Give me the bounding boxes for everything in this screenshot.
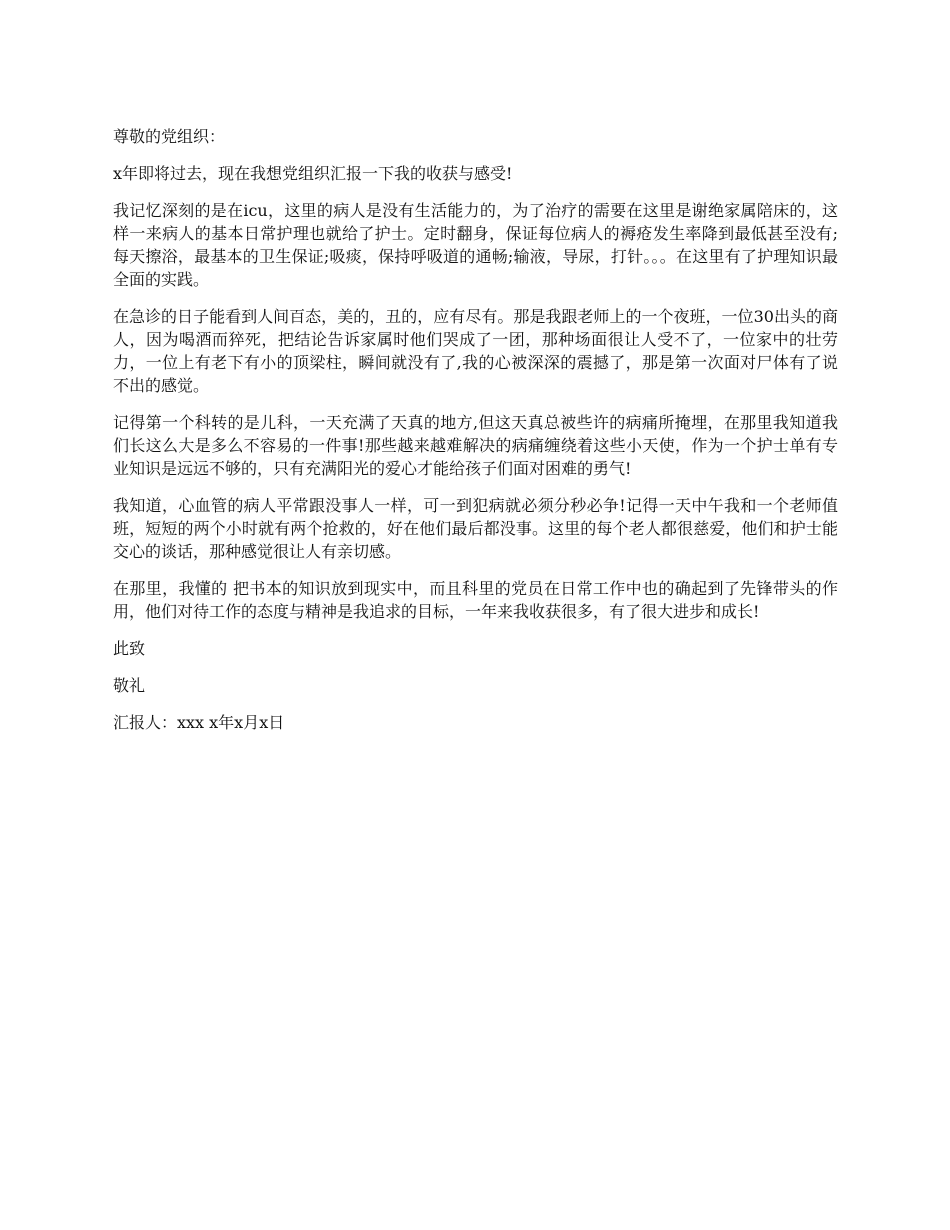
closing-line-1: 此致 bbox=[113, 639, 146, 658]
closing-line-2: 敬礼 bbox=[113, 676, 146, 695]
body-paragraph-6: 在那里，我懂的 把书本的知识放到现实中，而且科里的党员在日常工作中也的确起到了先锋带头的作用，他们对待工作的态度与精神是我追求的目标，一年来我收获很多，有了很大进步和成长! bbox=[113, 579, 838, 621]
body-paragraph-1: x年即将过去，现在我想党组织汇报一下我的收获与感受! bbox=[113, 164, 513, 183]
signature-line: 汇报人：xxx x年x月x日 bbox=[113, 713, 285, 732]
body-paragraph-4: 记得第一个科转的是儿科，一天充满了天真的地方,但这天真总被些许的病痛所掩埋，在那里我知道我们长这么大是多么不容易的一件事!那些越来越难解决的病痛缠绕着这些小天使，作为一个护士单有专业知识是远远不够的，只有充满阳光的爱心才能给孩子们面对困难的勇气! bbox=[113, 413, 838, 478]
salutation: 尊敬的党组织： bbox=[113, 127, 226, 146]
body-paragraph-5: 我知道，心血管的病人平常跟没事人一样，可一到犯病就必须分秒必争!记得一天中午我和一个老师值班，短短的两个小时就有两个抢救的，好在他们最后都没事。这里的每个老人都很慈爱，他们和护士能交心的谈话，那种感觉很让人有亲切感。 bbox=[113, 496, 838, 561]
body-paragraph-2: 我记忆深刻的是在icu，这里的病人是没有生活能力的，为了治疗的需要在这里是谢绝家属陪床的，这样一来病人的基本日常护理也就给了护士。定时翻身，保证每位病人的褥疮发生率降到最低甚至没有;每天擦浴，最基本的卫生保证;吸痰，保持呼吸道的通畅;输液，导尿，打针。。。在这里有了护理知识最全面的实践。 bbox=[113, 201, 838, 289]
body-paragraph-3: 在急诊的日子能看到人间百态，美的，丑的，应有尽有。那是我跟老师上的一个夜班，一位30出头的商人，因为喝酒而猝死，把结论告诉家属时他们哭成了一团，那种场面很让人受不了，一位家中的壮劳力，一位上有老下有小的顶梁柱，瞬间就没有了,我的心被深深的震撼了，那是第一次面对尸体有了说不出的感觉。 bbox=[113, 307, 838, 395]
